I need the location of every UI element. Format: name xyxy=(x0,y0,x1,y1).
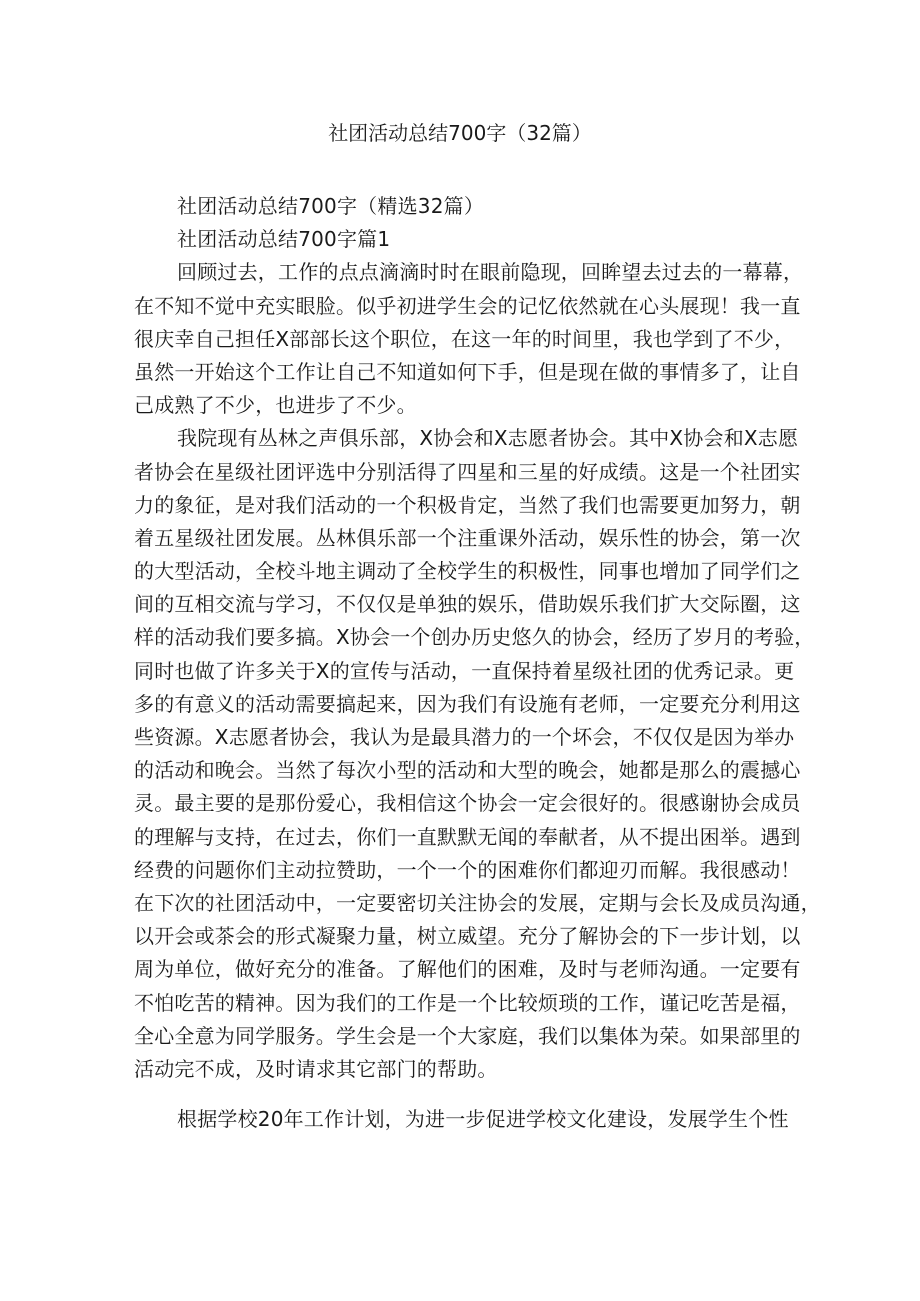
paragraph-line: 者协会在星级社团评选中分别活得了四星和三星的好成绩。这是一个社团实 xyxy=(134,459,801,484)
paragraph-line: 的理解与支持，在过去，你们一直默默无闻的奉献者，从不提出困举。遇到 xyxy=(134,824,801,849)
paragraph-line: 经费的问题你们主动拉赞助，一个一个的困难你们都迎刃而解。我很感动！ xyxy=(134,857,801,882)
paragraph-line: 不怕吃苦的精神。因为我们的工作是一个比较烦琐的工作，谨记吃苦是福， xyxy=(134,990,801,1015)
paragraph-line: 己成熟了不少，也进步了不少。 xyxy=(134,393,417,418)
paragraph-1 xyxy=(134,256,804,422)
paragraph-line: 灵。最主要的是那份爱心，我相信这个协会一定会很好的。很感谢协会成员 xyxy=(134,791,801,816)
paragraph-line: 同时也做了许多关于X的宣传与活动，一直保持着星级社团的优秀记录。更 xyxy=(134,658,795,683)
paragraph-line: 很庆幸自己担任X部部长这个职位，在这一年的时间里，我也学到了不少， xyxy=(134,326,795,351)
paragraph-line: 虽然一开始这个工作让自己不知道如何下手，但是现在做的事情多了，让自 xyxy=(134,359,801,384)
paragraph-line: 着五星级社团发展。丛林俱乐部一个注重课外活动，娱乐性的协会，第一次 xyxy=(134,525,801,550)
paragraph-line: 在下次的社团活动中，一定要密切关注协会的发展，定期与会长及成员沟通， xyxy=(134,890,821,915)
paragraph-line: 以开会或茶会的形式凝聚力量，树立威望。充分了解协会的下一步计划，以 xyxy=(134,924,801,949)
paragraph-line: 样的活动我们要多搞。X协会一个创办历史悠久的协会，经历了岁月的考验， xyxy=(134,625,815,650)
paragraph-line: 根据学校20年工作计划，为进一步促进学校文化建设，发展学生个性 xyxy=(177,1107,789,1132)
paragraph-2 xyxy=(134,422,821,1086)
paragraph-line: 周为单位，做好充分的准备。了解他们的困难，及时与老师沟通。一定要有 xyxy=(134,957,801,982)
document-subtitle: 社团活动总结700字（精选32篇） xyxy=(177,194,485,218)
paragraph-line: 的活动和晚会。当然了每次小型的活动和大型的晚会，她都是那么的震撼心 xyxy=(134,758,801,783)
document-body xyxy=(134,190,821,1136)
paragraph-line: 全心全意为同学服务。学生会是一个大家庭，我们以集体为荣。如果部里的 xyxy=(134,1023,801,1048)
paragraph-spacer xyxy=(134,1086,786,1103)
paragraph-line: 力的象征，是对我们活动的一个积极肯定，当然了我们也需要更加努力，朝 xyxy=(134,492,801,517)
section-heading: 社团活动总结700字篇1 xyxy=(177,227,391,252)
document-title: 社团活动总结700字（32篇） xyxy=(328,121,592,145)
paragraph-line: 活动完不成，及时请求其它部门的帮助。 xyxy=(134,1056,498,1081)
paragraph-line: 些资源。X志愿者协会，我认为是最具潜力的一个坏会，不仅仅是因为举办 xyxy=(134,725,795,749)
paragraph-line: 多的有意义的活动需要搞起来，因为我们有设施有老师，一定要充分利用这 xyxy=(134,691,801,716)
paragraph-line: 回顾过去，工作的点点滴滴时时在眼前隐现，回眸望去过去的一幕幕， xyxy=(177,260,804,285)
paragraph-3 xyxy=(134,1103,789,1136)
paragraph-line: 我院现有丛林之声俱乐部，X协会和X志愿者协会。其中X协会和X志愿 xyxy=(177,426,799,451)
paragraph-line: 的大型活动，全校斗地主调动了全校学生的积极性，同事也增加了同学们之 xyxy=(134,559,801,584)
paragraph-line: 间的互相交流与学习，不仅仅是单独的娱乐，借助娱乐我们扩大交际圈，这 xyxy=(134,592,801,617)
paragraph-line: 在不知不觉中充实眼脸。似乎初进学生会的记忆依然就在心头展现！我一直 xyxy=(134,293,801,318)
